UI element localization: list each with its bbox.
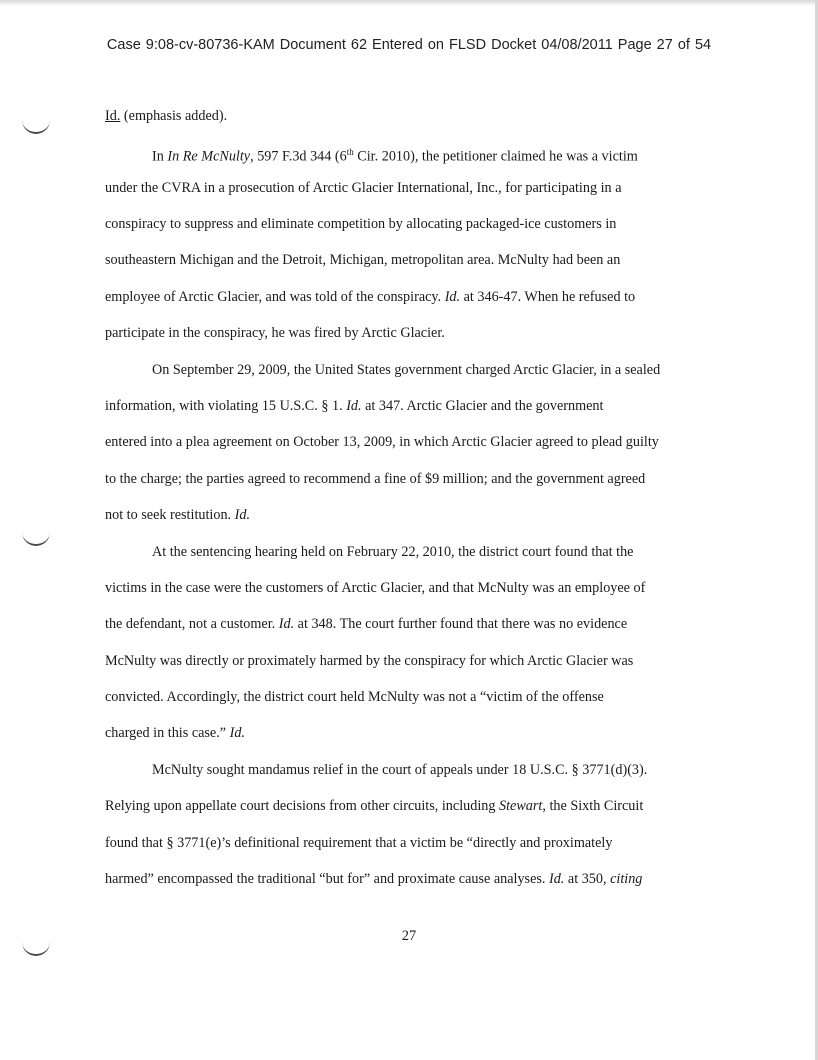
scan-edge-top bbox=[0, 0, 818, 6]
paragraph-line: conspiracy to suppress and eliminate competition by allocating packaged-ice customers in bbox=[105, 216, 617, 232]
paragraph-line: convicted. Accordingly, the district court held McNulty was not a “victim of the offense bbox=[105, 689, 604, 705]
court-filing-header: Case 9:08-cv-80736-KAM Document 62 Entered on FLSD Docket 04/08/2011 Page 27 of 54 bbox=[106, 37, 712, 53]
paragraph-line: charged in this case.” Id. bbox=[105, 725, 245, 741]
page-number: 27 bbox=[401, 928, 417, 944]
paragraph-line: not to seek restitution. Id. bbox=[105, 507, 251, 523]
paragraph-line: entered into a plea agreement on October 13, 2009, in which Arctic Glacier agreed to plead guilty bbox=[105, 434, 659, 450]
punch-hole-middle bbox=[22, 528, 50, 546]
paragraph-line: to the charge; the parties agreed to recommend a fine of $9 million; and the government agreed bbox=[105, 471, 646, 487]
paragraph-line: At the sentencing hearing held on February 22, 2010, the district court found that the bbox=[152, 544, 634, 560]
case-name: Stewart bbox=[499, 798, 543, 814]
punch-hole-top bbox=[22, 116, 50, 134]
paragraph-line: participate in the conspiracy, he was fired by Arctic Glacier. bbox=[105, 325, 445, 341]
case-name: In Re McNulty bbox=[167, 148, 251, 165]
paragraph-line: Relying upon appellate court decisions from other circuits, including Stewart, the Sixth Circuit bbox=[105, 798, 644, 814]
paragraph-line: under the CVRA in a prosecution of Arctic Glacier International, Inc., for participating in a bbox=[105, 180, 622, 196]
paragraph-line: southeastern Michigan and the Detroit, Michigan, metropolitan area. McNulty had been an bbox=[105, 252, 621, 268]
paragraph-line: McNulty sought mandamus relief in the court of appeals under 18 U.S.C. § 3771(d)(3). bbox=[152, 762, 648, 778]
paragraph-line: victims in the case were the customers of Arctic Glacier, and that McNulty was an employee of bbox=[105, 580, 646, 596]
paragraph-line: information, with violating 15 U.S.C. § 1. Id. at 347. Arctic Glacier and the government bbox=[105, 398, 604, 414]
paragraph-line: harmed” encompassed the traditional “but for” and proximate cause analyses. Id. at 350, citing bbox=[105, 871, 643, 887]
citation-id: Id. bbox=[105, 108, 121, 124]
paragraph-line: McNulty was directly or proximately harmed by the conspiracy for which Arctic Glacier was bbox=[105, 653, 634, 669]
paragraph-line: found that § 3771(e)’s definitional requirement that a victim be “directly and proximately bbox=[105, 835, 613, 851]
paragraph-line: the defendant, not a customer. Id. at 348. The court further found that there was no evidence bbox=[105, 616, 628, 632]
paragraph-line: In In Re McNulty, 597 F.3d 344 (6th Cir. 2010), the petitioner claimed he was a victim bbox=[152, 147, 638, 165]
citation-line: Id. (emphasis added). bbox=[105, 108, 228, 124]
paragraph-line: employee of Arctic Glacier, and was told of the conspiracy. Id. at 346-47. When he refused to bbox=[105, 289, 636, 305]
paragraph-line: On September 29, 2009, the United States government charged Arctic Glacier, in a sealed bbox=[152, 362, 661, 378]
